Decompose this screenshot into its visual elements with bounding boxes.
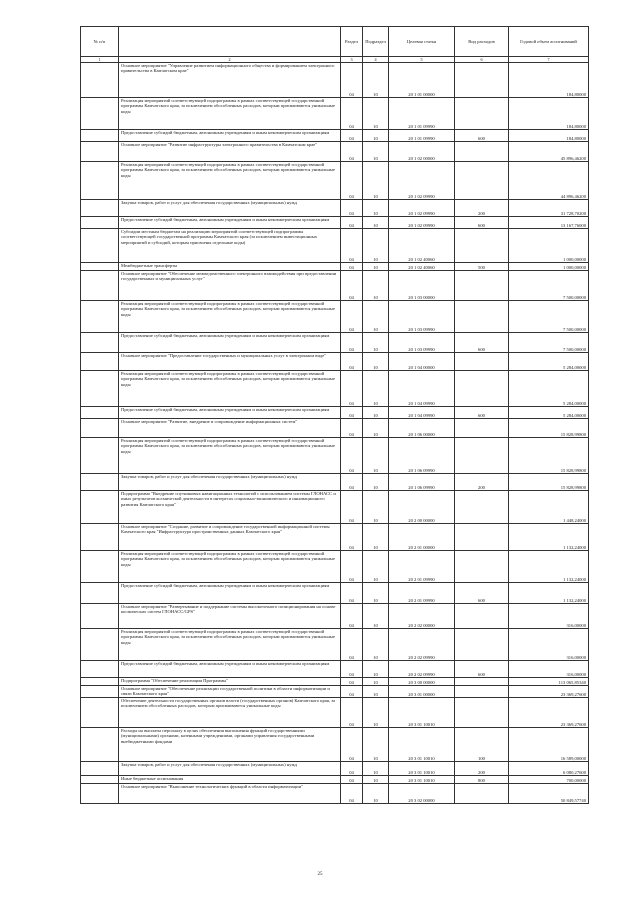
num-cell (81, 438, 119, 474)
num-cell (81, 200, 119, 217)
obem-cell: 700,00000 (509, 776, 589, 784)
table-row (81, 661, 589, 678)
name-cell: Реализация мероприятий соответствующей подпрограммы в рамках соответствующей государственной программы Камчатского края, за исключением обособленных расходов, которым присваиваются уникальные коды (119, 98, 341, 130)
obem-cell: 7 500,00000 (509, 271, 589, 301)
razdel-cell: 04 (341, 419, 363, 438)
table-row (81, 301, 589, 333)
vid-cell: 600 (455, 333, 509, 353)
razdel-cell: 04 (341, 301, 363, 333)
vid-cell: 100 (455, 728, 509, 762)
podrazdel-cell: 10 (363, 629, 389, 661)
tselevaya-cell: 20 1 06 09990 (389, 474, 455, 491)
vid-cell: 600 (455, 583, 509, 604)
podrazdel-cell: 10 (363, 776, 389, 784)
name-cell: Предоставление субсидий бюджетным, автономным учреждениям и иным некоммерческим организациям (119, 217, 341, 229)
razdel-cell: 04 (341, 678, 363, 686)
tselevaya-cell: 20 2 01 00000 (389, 524, 455, 551)
num-cell (81, 407, 119, 419)
header-tselevaya: Целевая статья (389, 27, 455, 57)
name-cell: Межбюджетные трансферты (119, 263, 341, 271)
podrazdel-cell: 10 (363, 217, 389, 229)
obem-cell: 5 284,00000 (509, 407, 589, 419)
header-vid: Вид расходов (455, 27, 509, 57)
razdel-cell: 04 (341, 407, 363, 419)
razdel-cell: 04 (341, 776, 363, 784)
vid-cell (455, 301, 509, 333)
obem-cell: 1 132,24000 (509, 551, 589, 583)
column-number: 4 (363, 57, 389, 63)
table-row (81, 604, 589, 629)
obem-cell: 1 448,24000 (509, 491, 589, 524)
podrazdel-cell: 10 (363, 698, 389, 728)
name-cell: Предоставление субсидий бюджетным, автономным учреждениям и иным некоммерческим организациям (119, 661, 341, 678)
table-row (81, 142, 589, 162)
tselevaya-cell: 20 3 01 10010 (389, 728, 455, 762)
name-cell: Основное мероприятие "Управление развитием информационного общества и формированием электронного правительства в Камчатском крае" (119, 63, 341, 98)
table-row (81, 491, 589, 524)
tselevaya-cell: 20 2 00 00000 (389, 491, 455, 524)
table-row (81, 217, 589, 229)
podrazdel-cell: 10 (363, 678, 389, 686)
podrazdel-cell: 10 (363, 98, 389, 130)
obem-cell: 113 065,85340 (509, 678, 589, 686)
vid-cell (455, 784, 509, 804)
column-number: 5 (389, 57, 455, 63)
podrazdel-cell: 10 (363, 661, 389, 678)
razdel-cell: 04 (341, 604, 363, 629)
obem-cell: 15 828,99800 (509, 438, 589, 474)
razdel-cell: 04 (341, 491, 363, 524)
tselevaya-cell: 20 1 02 09990 (389, 162, 455, 200)
podrazdel-cell: 10 (363, 229, 389, 263)
table-row (81, 583, 589, 604)
tselevaya-cell: 20 1 06 09990 (389, 438, 455, 474)
table-row (81, 200, 589, 217)
podrazdel-cell: 10 (363, 200, 389, 217)
tselevaya-cell: 20 3 01 10010 (389, 762, 455, 776)
name-cell: Предоставление субсидий бюджетным, автономным учреждениям и иным некоммерческим организациям (119, 407, 341, 419)
tselevaya-cell: 20 1 04 09990 (389, 371, 455, 407)
tselevaya-cell: 20 2 02 09990 (389, 661, 455, 678)
podrazdel-cell: 10 (363, 524, 389, 551)
num-cell (81, 130, 119, 142)
tselevaya-cell: 20 1 03 09990 (389, 301, 455, 333)
num-cell (81, 583, 119, 604)
page-number: 25 (317, 872, 323, 877)
header-razdel: Раздел (341, 27, 363, 57)
name-cell: Предоставление субсидий бюджетным, автономным учреждениям и иным некоммерческим организациям (119, 130, 341, 142)
tselevaya-cell: 20 3 00 00000 (389, 678, 455, 686)
num-cell (81, 217, 119, 229)
razdel-cell: 04 (341, 728, 363, 762)
obem-cell: 316,00000 (509, 604, 589, 629)
podrazdel-cell: 10 (363, 438, 389, 474)
obem-cell: 5 284,00000 (509, 371, 589, 407)
obem-cell: 316,00000 (509, 629, 589, 661)
table-row (81, 524, 589, 551)
obem-cell: 184,80000 (509, 130, 589, 142)
podrazdel-cell: 10 (363, 784, 389, 804)
tselevaya-cell: 20 3 01 00000 (389, 686, 455, 698)
razdel-cell: 04 (341, 583, 363, 604)
obem-cell: 7 500,00000 (509, 301, 589, 333)
tselevaya-cell: 20 1 02 09990 (389, 200, 455, 217)
name-cell: Иные бюджетные ассигнования (119, 776, 341, 784)
header-row (81, 27, 589, 57)
vid-cell: 200 (455, 474, 509, 491)
num-cell (81, 524, 119, 551)
vid-cell (455, 524, 509, 551)
tselevaya-cell: 20 1 02 40060 (389, 263, 455, 271)
table-row (81, 474, 589, 491)
vid-cell (455, 98, 509, 130)
podrazdel-cell: 10 (363, 301, 389, 333)
header-podrazdel: Подраздел (363, 27, 389, 57)
column-number: 7 (509, 57, 589, 63)
name-cell: Основное мероприятие "Развитие, внедрение и сопровождение информационных систем" (119, 419, 341, 438)
podrazdel-cell: 10 (363, 263, 389, 271)
table-row (81, 263, 589, 271)
vid-cell (455, 142, 509, 162)
name-cell: Основное мероприятие "Выполнение технологических функций в области информатизации" (119, 784, 341, 804)
podrazdel-cell: 10 (363, 551, 389, 583)
name-cell: Реализация мероприятий соответствующей подпрограммы в рамках соответствующей государственной программы Камчатского края, за исключением обособленных расходов, которым присваиваются уникальные коды (119, 301, 341, 333)
podrazdel-cell: 10 (363, 419, 389, 438)
vid-cell (455, 271, 509, 301)
obem-cell: 44 896,46200 (509, 162, 589, 200)
name-cell: Закупка товаров, работ и услуг для обеспечения государственных (муниципальных) нужд (119, 762, 341, 776)
tselevaya-cell: 20 1 01 00000 (389, 63, 455, 98)
num-cell (81, 728, 119, 762)
table-row (81, 728, 589, 762)
num-cell (81, 491, 119, 524)
name-cell: Закупка товаров, работ и услуг для обеспечения государственных (муниципальных) нужд (119, 200, 341, 217)
column-number: 3 (341, 57, 363, 63)
podrazdel-cell: 10 (363, 491, 389, 524)
podrazdel-cell: 10 (363, 762, 389, 776)
name-cell: Основное мероприятие "Развертывание и поддержание системы высокоточного позиционирования на основе космических систем ГЛОНАСС/GPS" (119, 604, 341, 629)
table-row (81, 776, 589, 784)
podrazdel-cell: 10 (363, 686, 389, 698)
vid-cell: 600 (455, 661, 509, 678)
num-cell (81, 229, 119, 263)
obem-cell: 6 080,27600 (509, 762, 589, 776)
podrazdel-cell: 10 (363, 604, 389, 629)
name-cell: Основное мероприятие "Предоставление государственных и муниципальных услуг в электронном виде" (119, 353, 341, 371)
num-cell (81, 629, 119, 661)
podrazdel-cell: 10 (363, 130, 389, 142)
obem-cell: 184,80000 (509, 63, 589, 98)
table-row (81, 678, 589, 686)
table-row (81, 629, 589, 661)
obem-cell: 316,00000 (509, 661, 589, 678)
razdel-cell: 04 (341, 63, 363, 98)
num-cell (81, 263, 119, 271)
razdel-cell: 04 (341, 142, 363, 162)
razdel-cell: 04 (341, 686, 363, 698)
num-cell (81, 419, 119, 438)
table-row (81, 63, 589, 98)
name-cell: Реализация мероприятий соответствующей подпрограммы в рамках соответствующей государственной программы Камчатского края, за исключением обособленных расходов, которым присваиваются уникальные коды (119, 162, 341, 200)
num-cell (81, 371, 119, 407)
razdel-cell: 04 (341, 524, 363, 551)
vid-cell (455, 419, 509, 438)
vid-cell: 600 (455, 407, 509, 419)
razdel-cell: 04 (341, 784, 363, 804)
column-number: 1 (81, 57, 119, 63)
name-cell: Субсидии местным бюджетам на реализацию мероприятий соответствующей подпрограммы соответствующей государственной программы Камчатского края (за исключением инвестиционных мероприятий и субсидий, которым присвоены отдельные коды) (119, 229, 341, 263)
podrazdel-cell: 10 (363, 271, 389, 301)
vid-cell (455, 438, 509, 474)
razdel-cell: 04 (341, 474, 363, 491)
razdel-cell: 04 (341, 661, 363, 678)
budget-table-sheet (80, 26, 588, 804)
obem-cell: 15 828,99800 (509, 474, 589, 491)
tselevaya-cell: 20 3 02 00000 (389, 784, 455, 804)
vid-cell (455, 491, 509, 524)
num-cell (81, 162, 119, 200)
razdel-cell: 04 (341, 217, 363, 229)
obem-cell: 31 728,70200 (509, 200, 589, 217)
name-cell: Основное мероприятие "Создание, развитие и сопровождение государственной информационной системы Камчатского края "Инфраструктура пространственных данных Камчатского края" (119, 524, 341, 551)
tselevaya-cell: 20 1 06 00000 (389, 419, 455, 438)
table-row (81, 229, 589, 263)
header-obem: Годовой объем ассигнований (509, 27, 589, 57)
table-row (81, 271, 589, 301)
name-cell: Обеспечение деятельности государственных органов власти (государственных органов) Камчатского края, за исключением обособленных расходов, которым присваиваются уникальные коды (119, 698, 341, 728)
razdel-cell: 04 (341, 333, 363, 353)
table-row (81, 353, 589, 371)
tselevaya-cell: 20 1 03 09990 (389, 333, 455, 353)
vid-cell (455, 162, 509, 200)
vid-cell (455, 686, 509, 698)
num-cell (81, 63, 119, 98)
num-cell (81, 686, 119, 698)
name-cell: Расходы на выплаты персоналу в целях обеспечения выполнения функций государственными (муниципальными) органами, казенными учреждениями, органами управления государственными внебюджетными фондами (119, 728, 341, 762)
table-row (81, 130, 589, 142)
num-cell (81, 271, 119, 301)
name-cell: Подпрограмма "Внедрение спутниковых навигационных технологий с использованием системы ГЛОНАСС и иных результатов космической деятельности в интересах социально-экономического и инновационного развития Камчатского края" (119, 491, 341, 524)
vid-cell: 200 (455, 200, 509, 217)
table-row (81, 333, 589, 353)
obem-cell: 1 132,24000 (509, 524, 589, 551)
podrazdel-cell: 10 (363, 474, 389, 491)
vid-cell (455, 229, 509, 263)
vid-cell (455, 678, 509, 686)
razdel-cell: 04 (341, 698, 363, 728)
vid-cell (455, 353, 509, 371)
num-cell (81, 661, 119, 678)
tselevaya-cell: 20 1 02 40060 (389, 229, 455, 263)
obem-cell: 5 284,00000 (509, 353, 589, 371)
table-row (81, 762, 589, 776)
vid-cell: 600 (455, 130, 509, 142)
name-cell: Подпрограмма "Обеспечение реализации Программы" (119, 678, 341, 686)
num-cell (81, 333, 119, 353)
num-cell (81, 784, 119, 804)
obem-cell: 23 369,27600 (509, 698, 589, 728)
podrazdel-cell: 10 (363, 353, 389, 371)
tselevaya-cell: 20 1 03 00000 (389, 271, 455, 301)
tselevaya-cell: 20 1 01 09990 (389, 130, 455, 142)
podrazdel-cell: 10 (363, 63, 389, 98)
obem-cell: 1 000,00000 (509, 229, 589, 263)
table-row (81, 419, 589, 438)
razdel-cell: 04 (341, 263, 363, 271)
obem-cell: 45 896,46200 (509, 142, 589, 162)
tselevaya-cell: 20 1 04 09990 (389, 407, 455, 419)
table-row (81, 438, 589, 474)
name-cell: Основное мероприятие "Обеспечение межведомственного электронного взаимодействия при предоставлении государственных и муниципальных услуг" (119, 271, 341, 301)
num-cell (81, 776, 119, 784)
obem-cell: 16 589,00000 (509, 728, 589, 762)
num-cell (81, 301, 119, 333)
vid-cell: 500 (455, 263, 509, 271)
name-cell: Закупка товаров, работ и услуг для обеспечения государственных (муниципальных) нужд (119, 474, 341, 491)
table-row (81, 407, 589, 419)
tselevaya-cell: 20 1 02 09990 (389, 217, 455, 229)
column-number: 2 (119, 57, 341, 63)
header-name (119, 27, 341, 57)
table-row (81, 784, 589, 804)
razdel-cell: 04 (341, 551, 363, 583)
tselevaya-cell: 20 2 02 00000 (389, 604, 455, 629)
razdel-cell: 04 (341, 762, 363, 776)
obem-cell: 50 849,57740 (509, 784, 589, 804)
num-cell (81, 142, 119, 162)
tselevaya-cell: 20 3 01 10010 (389, 776, 455, 784)
table-row (81, 371, 589, 407)
razdel-cell: 04 (341, 271, 363, 301)
num-cell (81, 698, 119, 728)
vid-cell: 800 (455, 776, 509, 784)
num-cell (81, 678, 119, 686)
razdel-cell: 04 (341, 162, 363, 200)
tselevaya-cell: 20 1 02 00000 (389, 142, 455, 162)
tselevaya-cell: 20 2 01 09990 (389, 583, 455, 604)
obem-cell: 23 369,27600 (509, 686, 589, 698)
vid-cell (455, 371, 509, 407)
num-cell (81, 474, 119, 491)
name-cell: Реализация мероприятий соответствующей подпрограммы в рамках соответствующей государственной программы Камчатского края, за исключением обособленных расходов, которым присваиваются уникальные коды (119, 551, 341, 583)
obem-cell: 1 132,24000 (509, 583, 589, 604)
vid-cell (455, 63, 509, 98)
vid-cell: 200 (455, 762, 509, 776)
razdel-cell: 04 (341, 353, 363, 371)
num-cell (81, 551, 119, 583)
tselevaya-cell: 20 2 01 09990 (389, 551, 455, 583)
name-cell: Реализация мероприятий соответствующей подпрограммы в рамках соответствующей государственной программы Камчатского края, за исключением обособленных расходов, которым присваиваются уникальные коды (119, 371, 341, 407)
header-num: № п/п (81, 27, 119, 57)
razdel-cell: 04 (341, 371, 363, 407)
table-body (81, 63, 589, 804)
table-row (81, 551, 589, 583)
name-cell: Предоставление субсидий бюджетным, автономным учреждениям и иным некоммерческим организациям (119, 583, 341, 604)
vid-cell (455, 604, 509, 629)
tselevaya-cell: 20 2 02 09990 (389, 629, 455, 661)
podrazdel-cell: 10 (363, 728, 389, 762)
razdel-cell: 04 (341, 98, 363, 130)
razdel-cell: 04 (341, 629, 363, 661)
table-row (81, 686, 589, 698)
num-cell (81, 98, 119, 130)
podrazdel-cell: 10 (363, 407, 389, 419)
budget-table (80, 26, 589, 804)
table-row (81, 98, 589, 130)
num-cell (81, 762, 119, 776)
podrazdel-cell: 10 (363, 371, 389, 407)
obem-cell: 15 828,99800 (509, 419, 589, 438)
name-cell: Предоставление субсидий бюджетным, автономным учреждениям и иным некоммерческим организациям (119, 333, 341, 353)
vid-cell (455, 698, 509, 728)
obem-cell: 13 167,76000 (509, 217, 589, 229)
num-cell (81, 604, 119, 629)
razdel-cell: 04 (341, 130, 363, 142)
vid-cell: 600 (455, 217, 509, 229)
obem-cell: 7 500,00000 (509, 333, 589, 353)
obem-cell: 184,80000 (509, 98, 589, 130)
name-cell: Основное мероприятие "Развитие инфраструктуры электронного правительства в Камчатском крае" (119, 142, 341, 162)
podrazdel-cell: 10 (363, 162, 389, 200)
vid-cell (455, 551, 509, 583)
podrazdel-cell: 10 (363, 583, 389, 604)
tselevaya-cell: 20 1 04 00000 (389, 353, 455, 371)
table-row (81, 698, 589, 728)
obem-cell: 1 000,00000 (509, 263, 589, 271)
column-number: 6 (455, 57, 509, 63)
name-cell: Реализация мероприятий соответствующей подпрограммы в рамках соответствующей государственной программы Камчатского края, за исключением обособленных расходов, которым присваиваются уникальные коды (119, 438, 341, 474)
tselevaya-cell: 20 1 01 09990 (389, 98, 455, 130)
razdel-cell: 04 (341, 438, 363, 474)
vid-cell (455, 629, 509, 661)
table-row (81, 162, 589, 200)
razdel-cell: 04 (341, 200, 363, 217)
name-cell: Реализация мероприятий соответствующей подпрограммы в рамках соответствующей государственной программы Камчатского края, за исключением обособленных расходов, которым присваиваются уникальные коды (119, 629, 341, 661)
tselevaya-cell: 20 3 01 10010 (389, 698, 455, 728)
name-cell: Основное мероприятие "Обеспечение реализации государственной политики в области информатизации и связи Камчатского края" (119, 686, 341, 698)
razdel-cell: 04 (341, 229, 363, 263)
podrazdel-cell: 10 (363, 333, 389, 353)
podrazdel-cell: 10 (363, 142, 389, 162)
num-cell (81, 353, 119, 371)
